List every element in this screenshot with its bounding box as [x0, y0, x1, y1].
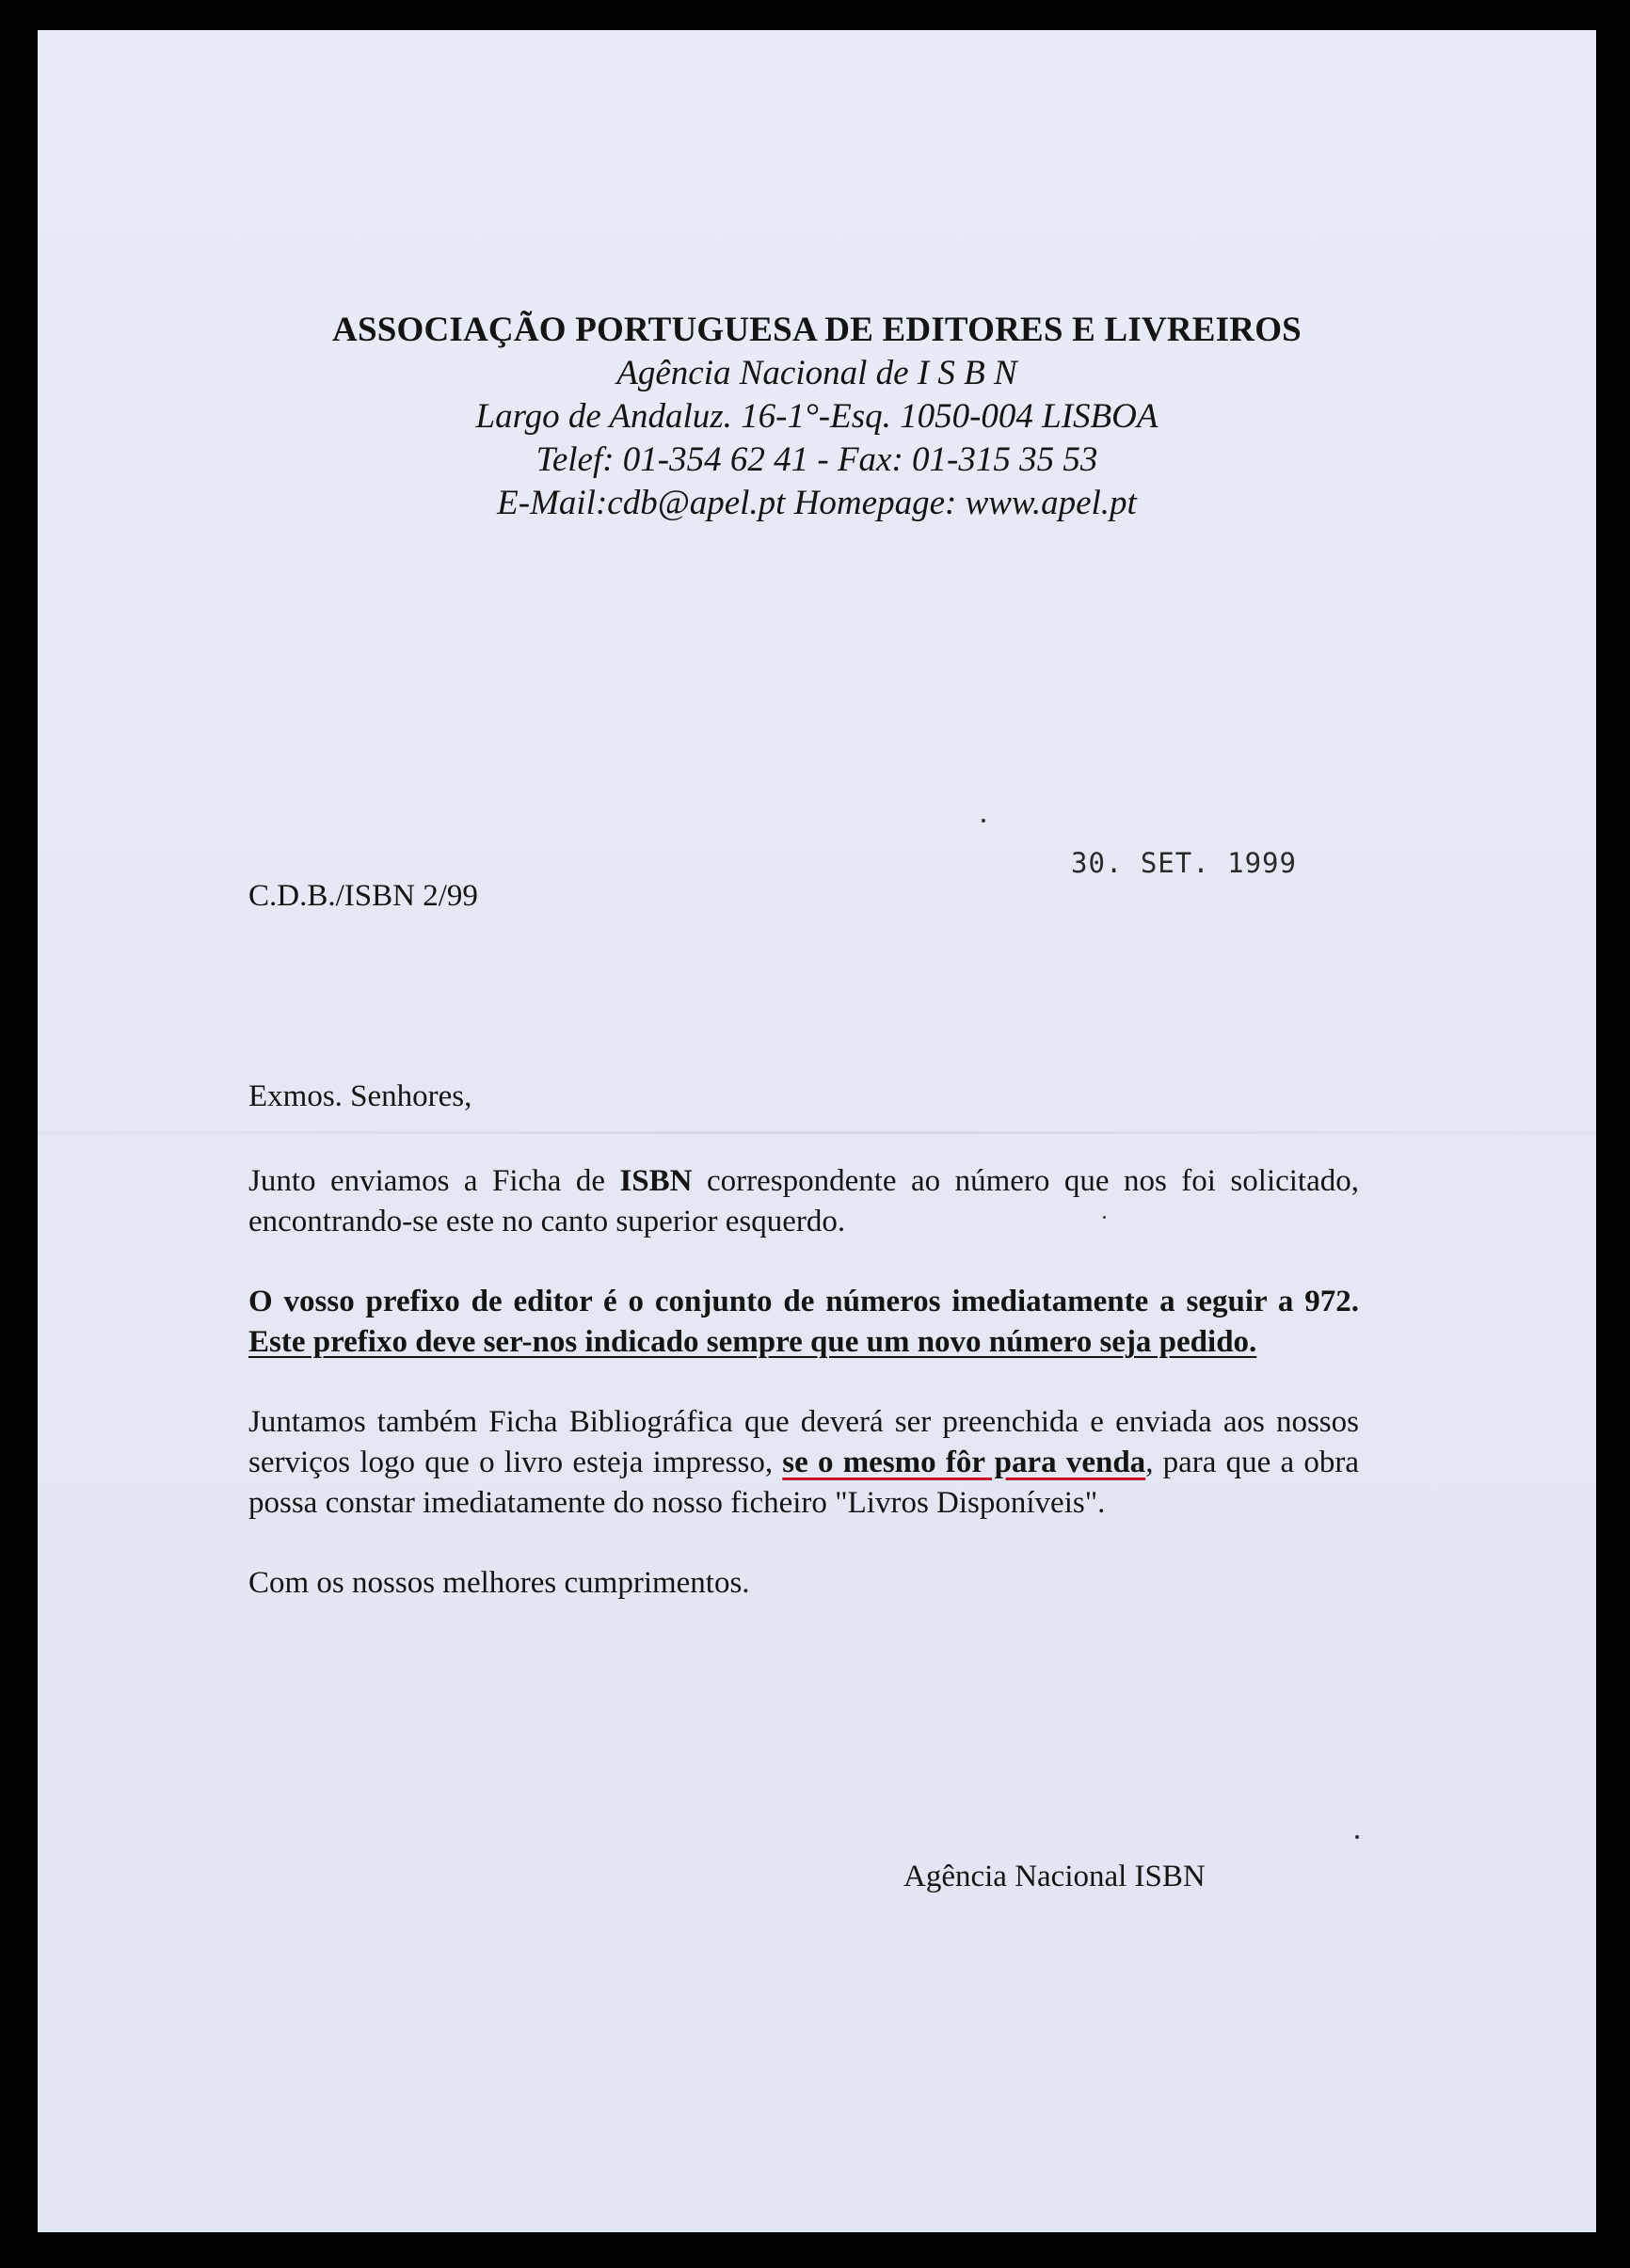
paragraph-isbn-sheet [248, 1161, 1359, 1242]
paragraph-3-text-a: Juntamos também Ficha Bibliográfica que deverá ser preenchida e enviada aos nossos serviços logo que o livro esteja impresso, [248, 1405, 1359, 1479]
letter-page [38, 30, 1596, 2232]
paper-fold-line [38, 1131, 1596, 1134]
paper-speck [982, 819, 985, 823]
signature-agency: Agência Nacional ISBN [903, 1860, 1206, 1893]
organization-name: ASSOCIAÇÃO PORTUGUESA DE EDITORES E LIVREIROS [332, 311, 1302, 349]
date-stamp: 30. SET. 1999 [1071, 847, 1297, 879]
paragraph-1-text-a: Junto enviamos a Ficha de [248, 1164, 620, 1198]
salutation: Exmos. Senhores, [248, 1079, 472, 1113]
letterhead [38, 309, 1596, 525]
agency-name: Agência Nacional de I S B N [616, 354, 1017, 392]
paragraph-bibliographic-sheet [248, 1402, 1359, 1524]
paper-speck [1355, 1835, 1359, 1839]
letter-body [248, 1161, 1359, 1643]
paper-speck [1103, 1216, 1106, 1219]
reference-number: C.D.B./ISBN 2/99 [248, 879, 478, 913]
prefix-instruction-underlined: Este prefixo deve ser-nos indicado sempre que um novo número seja pedido. [248, 1325, 1257, 1359]
isbn-emphasis: ISBN [619, 1164, 693, 1198]
paragraph-3-text-c: , para que a obra possa constar imediatamente do nosso ficheiro "Livros Disponíveis". [248, 1445, 1359, 1520]
for-sale-emphasis: se o mesmo fôr para venda [782, 1445, 1146, 1479]
paragraph-prefix [248, 1282, 1359, 1363]
email-homepage: E-Mail:cdb@apel.pt Homepage: www.apel.pt [497, 484, 1137, 522]
paragraph-2-text-a: O vosso prefixo de editor é o conjunto de números imediatamente a seguir a 972. [248, 1285, 1359, 1318]
closing-line: Com os nossos melhores cumprimentos. [248, 1566, 750, 1600]
paragraph-1-text-c: correspondente ao número que nos foi solicitado, encontrando-se este no canto superior esquerdo. [248, 1164, 1359, 1238]
postal-address: Largo de Andaluz. 16-1°-Esq. 1050-004 LISBOA [475, 397, 1159, 436]
phone-fax: Telef: 01-354 62 41 - Fax: 01-315 35 53 [535, 440, 1098, 479]
